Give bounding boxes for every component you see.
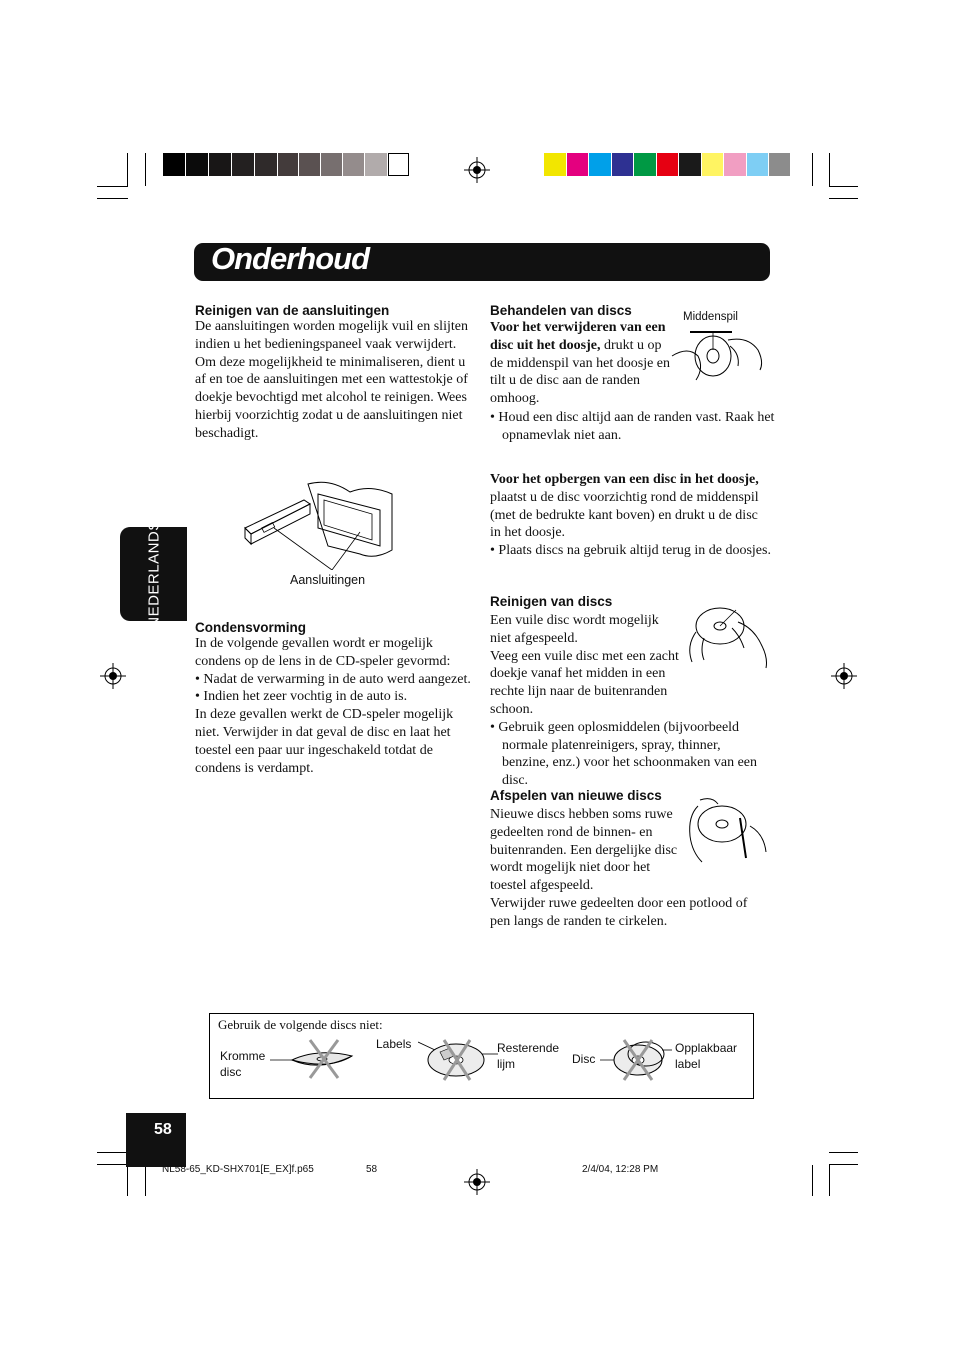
bold-lead: Voor het opbergen van een disc in het doosje,	[490, 472, 759, 487]
bullet-item: • Gebruik geen oplosmiddelen (bijvoorbeeld normale platenreinigers, spray, thinner, benzine, enz.) voor het schoonmaken van een disc.	[490, 719, 758, 789]
cleaning-text	[490, 612, 770, 790]
paragraph: plaatst u de disc voorzichtig rond de middenspil (met de bedrukte kant boven) en drukt u de disc in het doosje.	[490, 489, 759, 541]
disc-with-sticker-icon	[600, 1034, 680, 1084]
bullet-item: • Plaats discs na gebruik altijd terug in de doosjes.	[490, 543, 771, 559]
registration-mark-icon	[100, 663, 126, 689]
registration-mark-icon	[464, 157, 490, 183]
paragraph: Verwijder ruwe gedeelten door een potlood of pen langs de randen te cirkelen.	[490, 895, 748, 929]
box-caption: Gebruik de volgende discs niet:	[218, 1017, 383, 1032]
paragraph-text: drukt u op de middenspil van het doosje en tilt u de disc aan de randen omhoog.	[490, 337, 671, 407]
connector-illustration	[240, 470, 400, 570]
bullet-item: • Nadat de verwarming in de auto werd aangezet.	[195, 671, 471, 687]
bullet-item: • Houd een disc altijd aan de randen vast. Raak het opnamevlak niet aan.	[490, 410, 775, 443]
footer-page: 58	[366, 1164, 378, 1175]
paragraph: Een vuile disc wordt mogelijk niet afgespeeld.	[490, 613, 659, 646]
storage-instructions	[490, 471, 772, 560]
section-heading: Reinigen van de aansluitingen	[195, 303, 390, 318]
paragraph: Om deze mogelijkheid te minimaliseren, dient u af en toe de aansluitingen met een wattestokje of doekje bevochtigd met alcohol te reinigen. Wees hierbij voorzichtig zodat u de aansluitingen niet beschadigt.	[195, 354, 468, 441]
paragraph: In de volgende gevallen wordt er mogelijk condens op de lens in de CD-speler gevormd:	[195, 636, 451, 669]
left-column-lower	[195, 620, 475, 777]
footer-file: NL58-65_KD-SHX701[E_EX]f.p65	[162, 1164, 314, 1175]
paragraph: De aansluitingen worden mogelijk vuil en slijten indien u het bedieningspaneel vaak verwijdert.	[195, 319, 468, 352]
left-column	[195, 303, 477, 443]
bullet-item: • Indien het zeer vochtig in de auto is.	[195, 689, 408, 705]
registration-mark-icon	[831, 663, 857, 689]
paragraph	[490, 319, 674, 408]
paragraph: Nieuwe discs hebben soms ruwe gedeelten rond de binnen- en buitenranden. Een dergelijke disc wordt mogelijk niet door het toestel afgespeeld.	[490, 807, 678, 894]
section-heading: Behandelen van discs	[490, 303, 632, 318]
box-label: Disc	[572, 1052, 596, 1066]
registration-mark-icon	[464, 1169, 490, 1195]
paragraph: Veeg een vuile disc met een zacht doekje vanaf het midden in een rechte lijn naar de buitenranden schoon.	[490, 648, 679, 717]
section-heading: Condensvorming	[195, 620, 307, 635]
page-number-tab	[126, 1113, 186, 1167]
box-label: Resterende lijm	[497, 1041, 560, 1071]
warped-disc-icon	[270, 1034, 360, 1084]
paragraph: In deze gevallen werkt de CD-speler mogelijk niet. Verwijder in dat geval de disc en laat het toestel een paar uur ingeschakeld totdat de condens is verdampt.	[195, 707, 454, 776]
section-heading: Afspelen van nieuwe discs	[490, 788, 662, 803]
section-heading: Reinigen van discs	[490, 594, 613, 609]
figure-label: Middenspil	[683, 311, 738, 323]
box-label: Kromme disc	[220, 1049, 266, 1079]
figure-label: Aansluitingen	[290, 573, 366, 587]
footer-date: 2/4/04, 12:28 PM	[582, 1164, 659, 1175]
page-number: 58	[154, 1121, 172, 1138]
page-title: Onderhoud	[211, 241, 370, 276]
disc-case-illustration	[668, 326, 768, 390]
bold-lead: Voor het verwijderen van een disc uit het doosje,	[490, 320, 666, 353]
labeled-disc-icon	[418, 1036, 498, 1084]
box-label: Opplakbaar label	[675, 1041, 738, 1071]
language-tab-label: NEDERLANDS	[145, 520, 163, 628]
box-label: Labels	[376, 1037, 412, 1051]
new-disc-text	[490, 806, 770, 931]
do-not-use-box	[209, 1013, 754, 1099]
